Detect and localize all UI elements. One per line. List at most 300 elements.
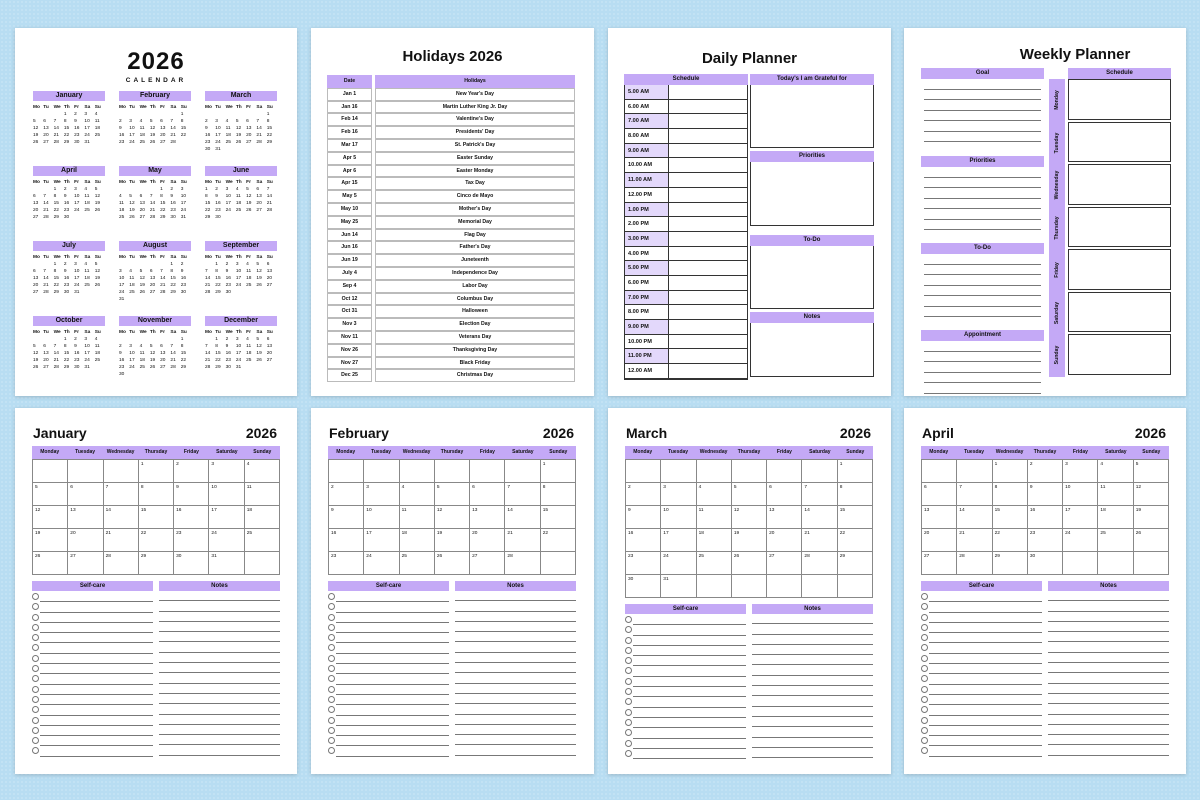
notes-line[interactable] (159, 704, 280, 714)
day-cell[interactable]: 28 (957, 552, 992, 575)
selfcare-line[interactable] (625, 707, 746, 717)
day-cell[interactable]: 14 (802, 506, 837, 529)
selfcare-line[interactable] (32, 663, 153, 673)
selfcare-line[interactable] (625, 738, 746, 748)
day-cell[interactable] (68, 460, 103, 483)
notes-line[interactable] (752, 686, 873, 696)
day-cell[interactable]: 2 (1028, 460, 1063, 483)
day-cell[interactable]: 24 (209, 529, 244, 552)
day-cell[interactable]: 23 (1028, 529, 1063, 552)
selfcare-line[interactable] (625, 676, 746, 686)
notes-line[interactable] (455, 612, 576, 622)
day-cell[interactable]: 8 (838, 483, 873, 506)
day-cell[interactable]: 28 (802, 552, 837, 575)
day-cell[interactable]: 3 (364, 483, 399, 506)
selfcare-line[interactable] (328, 694, 449, 704)
day-cell[interactable]: 13 (767, 506, 802, 529)
day-cell[interactable]: 5 (435, 483, 470, 506)
day-cell[interactable]: 26 (1134, 529, 1169, 552)
notes-line[interactable] (159, 653, 280, 663)
notes-line[interactable] (455, 745, 576, 755)
day-box[interactable] (1068, 79, 1171, 120)
day-cell[interactable]: 7 (957, 483, 992, 506)
selfcare-line[interactable] (32, 642, 153, 652)
day-cell[interactable] (697, 460, 732, 483)
time-slot[interactable] (668, 158, 747, 172)
selfcare-line[interactable] (328, 745, 449, 755)
day-cell[interactable]: 2 (174, 460, 209, 483)
notes-line[interactable] (752, 624, 873, 634)
selfcare-line[interactable] (32, 715, 153, 725)
selfcare-line[interactable] (328, 725, 449, 735)
notes-line[interactable] (752, 738, 873, 748)
notes-line[interactable] (752, 676, 873, 686)
day-cell[interactable]: 22 (838, 529, 873, 552)
appointment-lines[interactable] (921, 341, 1044, 394)
notes-line[interactable] (1048, 601, 1169, 611)
notes-line[interactable] (159, 612, 280, 622)
notes-line[interactable] (1048, 622, 1169, 632)
day-cell[interactable]: 8 (993, 483, 1028, 506)
day-cell[interactable]: 29 (139, 552, 174, 575)
day-cell[interactable]: 18 (1098, 506, 1133, 529)
day-cell[interactable]: 12 (1134, 483, 1169, 506)
day-cell[interactable]: 3 (209, 460, 244, 483)
notes-line[interactable] (159, 684, 280, 694)
notes-line[interactable] (455, 653, 576, 663)
day-cell[interactable]: 7 (104, 483, 139, 506)
selfcare-line[interactable] (328, 704, 449, 714)
selfcare-line[interactable] (625, 614, 746, 624)
day-cell[interactable]: 17 (209, 506, 244, 529)
time-slot[interactable] (668, 203, 747, 217)
day-cell[interactable] (104, 460, 139, 483)
notes-line[interactable] (1048, 632, 1169, 642)
notes-line[interactable] (455, 673, 576, 683)
day-box[interactable] (1068, 334, 1171, 375)
day-box[interactable] (1068, 164, 1171, 205)
day-cell[interactable] (838, 575, 873, 598)
day-cell[interactable]: 15 (838, 506, 873, 529)
selfcare-line[interactable] (328, 673, 449, 683)
day-cell[interactable]: 8 (541, 483, 576, 506)
selfcare-line[interactable] (328, 653, 449, 663)
notes-line[interactable] (159, 663, 280, 673)
day-cell[interactable]: 6 (470, 483, 505, 506)
day-cell[interactable]: 30 (626, 575, 661, 598)
day-cell[interactable] (732, 575, 767, 598)
day-cell[interactable] (957, 460, 992, 483)
day-cell[interactable]: 1 (993, 460, 1028, 483)
notes-line[interactable] (159, 601, 280, 611)
selfcare-line[interactable] (921, 591, 1042, 601)
selfcare-line[interactable] (32, 622, 153, 632)
day-cell[interactable]: 5 (33, 483, 68, 506)
notes-line[interactable] (1048, 591, 1169, 601)
notes-box[interactable] (750, 323, 874, 377)
notes-line[interactable] (752, 614, 873, 624)
day-cell[interactable]: 30 (1028, 552, 1063, 575)
selfcare-line[interactable] (32, 684, 153, 694)
day-cell[interactable]: 5 (732, 483, 767, 506)
day-cell[interactable]: 21 (957, 529, 992, 552)
day-cell[interactable]: 22 (139, 529, 174, 552)
day-cell[interactable]: 14 (957, 506, 992, 529)
day-cell[interactable] (541, 552, 576, 575)
selfcare-line[interactable] (921, 745, 1042, 755)
selfcare-line[interactable] (921, 715, 1042, 725)
time-slot[interactable] (668, 217, 747, 231)
day-cell[interactable]: 31 (661, 575, 696, 598)
day-cell[interactable]: 22 (541, 529, 576, 552)
time-slot[interactable] (668, 305, 747, 319)
day-cell[interactable]: 10 (661, 506, 696, 529)
day-cell[interactable]: 17 (1063, 506, 1098, 529)
selfcare-line[interactable] (625, 655, 746, 665)
day-cell[interactable]: 29 (838, 552, 873, 575)
notes-line[interactable] (1048, 735, 1169, 745)
day-cell[interactable]: 5 (1134, 460, 1169, 483)
day-cell[interactable]: 21 (505, 529, 540, 552)
time-slot[interactable] (668, 85, 747, 99)
day-cell[interactable]: 17 (661, 529, 696, 552)
day-cell[interactable]: 27 (68, 552, 103, 575)
time-slot[interactable] (668, 247, 747, 261)
day-cell[interactable]: 10 (1063, 483, 1098, 506)
time-slot[interactable] (668, 261, 747, 275)
day-cell[interactable]: 2 (626, 483, 661, 506)
day-cell[interactable]: 11 (1098, 483, 1133, 506)
selfcare-line[interactable] (921, 725, 1042, 735)
notes-line[interactable] (159, 725, 280, 735)
selfcare-line[interactable] (921, 663, 1042, 673)
notes-line[interactable] (752, 707, 873, 717)
notes-line[interactable] (455, 632, 576, 642)
time-slot[interactable] (668, 364, 747, 378)
day-cell[interactable]: 20 (767, 529, 802, 552)
day-cell[interactable]: 13 (470, 506, 505, 529)
notes-line[interactable] (455, 715, 576, 725)
day-cell[interactable] (802, 575, 837, 598)
notes-line[interactable] (159, 715, 280, 725)
day-cell[interactable]: 14 (104, 506, 139, 529)
day-cell[interactable]: 3 (661, 483, 696, 506)
selfcare-line[interactable] (625, 686, 746, 696)
selfcare-line[interactable] (328, 622, 449, 632)
selfcare-line[interactable] (921, 642, 1042, 652)
day-cell[interactable]: 10 (364, 506, 399, 529)
selfcare-line[interactable] (625, 635, 746, 645)
day-cell[interactable]: 4 (1098, 460, 1133, 483)
selfcare-line[interactable] (328, 632, 449, 642)
notes-line[interactable] (455, 601, 576, 611)
todo-lines[interactable] (921, 254, 1044, 317)
day-cell[interactable]: 21 (802, 529, 837, 552)
todo-box[interactable] (750, 246, 874, 309)
day-cell[interactable]: 29 (993, 552, 1028, 575)
notes-line[interactable] (159, 642, 280, 652)
grateful-box[interactable] (750, 85, 874, 148)
day-cell[interactable]: 19 (435, 529, 470, 552)
selfcare-line[interactable] (921, 694, 1042, 704)
day-cell[interactable]: 28 (505, 552, 540, 575)
notes-line[interactable] (159, 694, 280, 704)
day-cell[interactable]: 26 (435, 552, 470, 575)
day-cell[interactable]: 24 (661, 552, 696, 575)
day-cell[interactable]: 23 (329, 552, 364, 575)
day-cell[interactable]: 24 (1063, 529, 1098, 552)
time-slot[interactable] (668, 129, 747, 143)
day-box[interactable] (1068, 207, 1171, 248)
day-cell[interactable] (33, 460, 68, 483)
day-cell[interactable]: 20 (470, 529, 505, 552)
priorities-lines[interactable] (921, 167, 1044, 230)
selfcare-line[interactable] (32, 745, 153, 755)
notes-line[interactable] (455, 725, 576, 735)
notes-line[interactable] (1048, 673, 1169, 683)
day-cell[interactable]: 6 (922, 483, 957, 506)
day-cell[interactable]: 28 (104, 552, 139, 575)
notes-line[interactable] (159, 622, 280, 632)
selfcare-line[interactable] (625, 624, 746, 634)
selfcare-line[interactable] (32, 735, 153, 745)
notes-line[interactable] (455, 642, 576, 652)
day-cell[interactable]: 6 (767, 483, 802, 506)
day-cell[interactable]: 7 (802, 483, 837, 506)
day-cell[interactable]: 15 (139, 506, 174, 529)
selfcare-line[interactable] (921, 735, 1042, 745)
selfcare-line[interactable] (32, 612, 153, 622)
notes-line[interactable] (1048, 612, 1169, 622)
day-box[interactable] (1068, 292, 1171, 333)
day-cell[interactable]: 26 (732, 552, 767, 575)
day-cell[interactable]: 4 (697, 483, 732, 506)
day-cell[interactable] (626, 460, 661, 483)
selfcare-line[interactable] (625, 696, 746, 706)
selfcare-line[interactable] (921, 632, 1042, 642)
time-slot[interactable] (668, 114, 747, 128)
day-cell[interactable]: 27 (767, 552, 802, 575)
selfcare-line[interactable] (32, 673, 153, 683)
notes-line[interactable] (1048, 684, 1169, 694)
day-cell[interactable] (767, 575, 802, 598)
day-cell[interactable]: 8 (139, 483, 174, 506)
selfcare-line[interactable] (921, 612, 1042, 622)
day-cell[interactable] (364, 460, 399, 483)
day-cell[interactable]: 9 (329, 506, 364, 529)
notes-line[interactable] (1048, 663, 1169, 673)
notes-line[interactable] (455, 694, 576, 704)
selfcare-line[interactable] (328, 684, 449, 694)
day-cell[interactable]: 1 (541, 460, 576, 483)
day-cell[interactable] (922, 460, 957, 483)
day-cell[interactable]: 2 (329, 483, 364, 506)
day-cell[interactable]: 31 (209, 552, 244, 575)
day-cell[interactable] (470, 460, 505, 483)
day-cell[interactable]: 11 (245, 483, 280, 506)
day-cell[interactable]: 19 (732, 529, 767, 552)
day-cell[interactable]: 18 (245, 506, 280, 529)
day-cell[interactable]: 19 (33, 529, 68, 552)
day-cell[interactable]: 24 (364, 552, 399, 575)
notes-line[interactable] (1048, 653, 1169, 663)
day-cell[interactable]: 9 (626, 506, 661, 529)
goal-lines[interactable] (921, 79, 1044, 142)
day-cell[interactable] (400, 460, 435, 483)
notes-line[interactable] (752, 748, 873, 758)
day-cell[interactable]: 12 (435, 506, 470, 529)
notes-line[interactable] (752, 645, 873, 655)
day-cell[interactable]: 27 (922, 552, 957, 575)
notes-line[interactable] (159, 591, 280, 601)
day-cell[interactable]: 20 (68, 529, 103, 552)
day-box[interactable] (1068, 249, 1171, 290)
day-cell[interactable]: 21 (104, 529, 139, 552)
selfcare-line[interactable] (328, 663, 449, 673)
day-cell[interactable]: 20 (922, 529, 957, 552)
day-cell[interactable]: 30 (174, 552, 209, 575)
selfcare-line[interactable] (32, 653, 153, 663)
notes-line[interactable] (159, 745, 280, 755)
day-cell[interactable]: 15 (993, 506, 1028, 529)
day-cell[interactable] (1098, 552, 1133, 575)
day-cell[interactable] (697, 575, 732, 598)
day-cell[interactable]: 13 (922, 506, 957, 529)
selfcare-line[interactable] (625, 665, 746, 675)
notes-line[interactable] (752, 717, 873, 727)
day-cell[interactable]: 9 (1028, 483, 1063, 506)
day-cell[interactable]: 25 (245, 529, 280, 552)
day-cell[interactable]: 16 (1028, 506, 1063, 529)
day-cell[interactable]: 14 (505, 506, 540, 529)
notes-line[interactable] (752, 727, 873, 737)
notes-line[interactable] (455, 622, 576, 632)
day-cell[interactable] (732, 460, 767, 483)
notes-line[interactable] (1048, 704, 1169, 714)
notes-line[interactable] (159, 673, 280, 683)
time-slot[interactable] (668, 232, 747, 246)
time-slot[interactable] (668, 291, 747, 305)
day-cell[interactable]: 15 (541, 506, 576, 529)
day-cell[interactable]: 23 (174, 529, 209, 552)
day-cell[interactable] (661, 460, 696, 483)
day-cell[interactable] (505, 460, 540, 483)
notes-line[interactable] (752, 665, 873, 675)
priorities-box[interactable] (750, 162, 874, 226)
selfcare-line[interactable] (625, 717, 746, 727)
notes-line[interactable] (159, 735, 280, 745)
selfcare-line[interactable] (921, 673, 1042, 683)
day-cell[interactable] (329, 460, 364, 483)
time-slot[interactable] (668, 335, 747, 349)
selfcare-line[interactable] (328, 612, 449, 622)
day-cell[interactable]: 9 (174, 483, 209, 506)
notes-line[interactable] (1048, 745, 1169, 755)
selfcare-line[interactable] (328, 735, 449, 745)
day-cell[interactable]: 13 (68, 506, 103, 529)
day-box[interactable] (1068, 122, 1171, 163)
time-slot[interactable] (668, 188, 747, 202)
day-cell[interactable]: 25 (697, 552, 732, 575)
notes-line[interactable] (455, 735, 576, 745)
day-cell[interactable]: 4 (400, 483, 435, 506)
day-cell[interactable] (245, 552, 280, 575)
time-slot[interactable] (668, 100, 747, 114)
time-slot[interactable] (668, 276, 747, 290)
day-cell[interactable]: 1 (139, 460, 174, 483)
day-cell[interactable] (767, 460, 802, 483)
day-cell[interactable]: 18 (697, 529, 732, 552)
notes-line[interactable] (159, 632, 280, 642)
notes-line[interactable] (455, 663, 576, 673)
day-cell[interactable]: 19 (1134, 506, 1169, 529)
day-cell[interactable]: 7 (505, 483, 540, 506)
selfcare-line[interactable] (32, 725, 153, 735)
day-cell[interactable]: 25 (1098, 529, 1133, 552)
day-cell[interactable]: 12 (33, 506, 68, 529)
selfcare-line[interactable] (328, 601, 449, 611)
selfcare-line[interactable] (32, 632, 153, 642)
selfcare-line[interactable] (328, 642, 449, 652)
selfcare-line[interactable] (921, 684, 1042, 694)
day-cell[interactable]: 22 (993, 529, 1028, 552)
day-cell[interactable]: 1 (838, 460, 873, 483)
day-cell[interactable]: 16 (626, 529, 661, 552)
selfcare-line[interactable] (328, 591, 449, 601)
day-cell[interactable]: 4 (245, 460, 280, 483)
day-cell[interactable] (1134, 552, 1169, 575)
day-cell[interactable]: 27 (470, 552, 505, 575)
day-cell[interactable] (435, 460, 470, 483)
time-slot[interactable] (668, 144, 747, 158)
notes-line[interactable] (752, 696, 873, 706)
selfcare-line[interactable] (625, 748, 746, 758)
day-cell[interactable]: 23 (626, 552, 661, 575)
selfcare-line[interactable] (328, 715, 449, 725)
notes-line[interactable] (1048, 642, 1169, 652)
day-cell[interactable]: 10 (209, 483, 244, 506)
notes-line[interactable] (1048, 715, 1169, 725)
selfcare-line[interactable] (921, 601, 1042, 611)
notes-line[interactable] (1048, 725, 1169, 735)
time-slot[interactable] (668, 349, 747, 363)
day-cell[interactable]: 17 (364, 529, 399, 552)
notes-line[interactable] (752, 635, 873, 645)
selfcare-line[interactable] (32, 601, 153, 611)
day-cell[interactable]: 11 (400, 506, 435, 529)
notes-line[interactable] (455, 591, 576, 601)
day-cell[interactable]: 25 (400, 552, 435, 575)
selfcare-line[interactable] (32, 694, 153, 704)
day-cell[interactable]: 3 (1063, 460, 1098, 483)
selfcare-line[interactable] (921, 653, 1042, 663)
notes-line[interactable] (455, 684, 576, 694)
day-cell[interactable]: 26 (33, 552, 68, 575)
day-cell[interactable] (1063, 552, 1098, 575)
day-cell[interactable]: 11 (697, 506, 732, 529)
selfcare-line[interactable] (921, 622, 1042, 632)
selfcare-line[interactable] (32, 704, 153, 714)
day-cell[interactable]: 16 (329, 529, 364, 552)
selfcare-line[interactable] (625, 727, 746, 737)
selfcare-line[interactable] (32, 591, 153, 601)
selfcare-line[interactable] (625, 645, 746, 655)
notes-line[interactable] (752, 655, 873, 665)
day-cell[interactable]: 6 (68, 483, 103, 506)
day-cell[interactable]: 12 (732, 506, 767, 529)
time-slot[interactable] (668, 173, 747, 187)
selfcare-line[interactable] (921, 704, 1042, 714)
